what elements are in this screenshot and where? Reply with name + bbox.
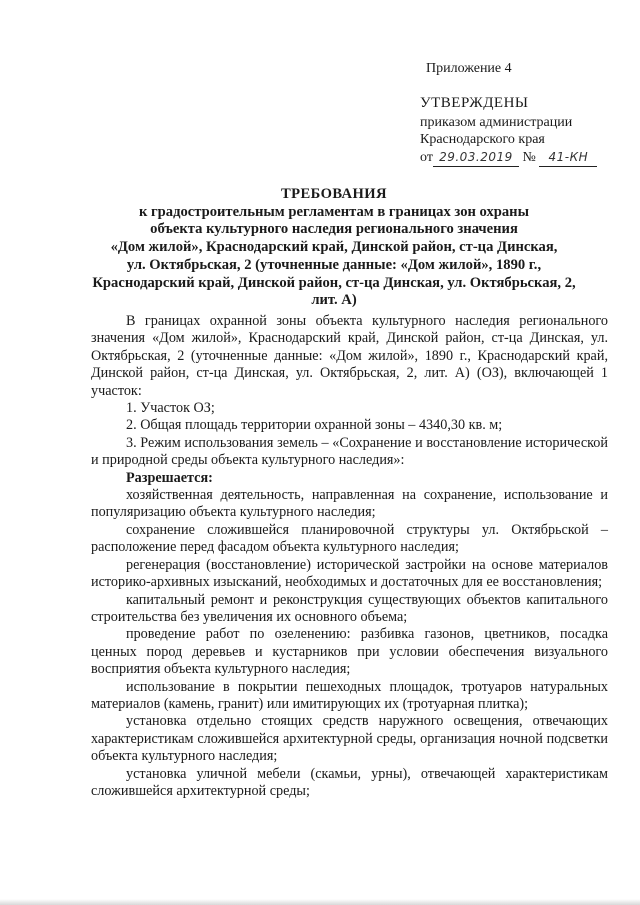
list-item-area: 2. Общая площадь территории охранной зоны – 4340,30 кв. м; <box>126 417 503 434</box>
allowed-heading: Разрешается: <box>126 469 213 486</box>
order-issuer-line: приказом администрации <box>420 114 573 130</box>
date-prefix: от <box>420 149 433 165</box>
handwritten-date: 29.03.2019 <box>433 149 519 168</box>
allowed-item: капитальный ремонт и реконструкция существующих объектов капитального строительства без увеличения их основного объема; <box>91 591 608 625</box>
list-item-land-use-regime: 3. Режим использования земель – «Сохранение и восстановление исторической и природной среды объекта культурного наследия»: <box>91 434 608 469</box>
approval-block <box>420 95 597 167</box>
appendix-label: Приложение 4 <box>426 61 512 76</box>
allowed-item: установка уличной мебели (скамьи, урны), отвечающей характеристикам сложившейся архитектурной среды; <box>91 765 608 799</box>
title-main: ТРЕБОВАНИЯ <box>281 186 387 202</box>
list-item-plot: 1. Участок ОЗ; <box>126 400 215 417</box>
allowed-item: проведение работ по озеленению: разбивка газонов, цветников, посадка ценных пород деревьев и кустарников при условии обеспечения визуального восприятия объекта культурного наследия; <box>91 626 608 678</box>
title-line: лит. А) <box>311 292 357 309</box>
title-line: ул. Октябрьская, 2 (уточненные данные: «Дом жилой», 1890 г., <box>126 256 542 273</box>
allowed-item: хозяйственная деятельность, направленная на сохранение, использование и популяризацию объекта культурного наследия; <box>91 487 608 521</box>
number-prefix: № <box>522 149 536 165</box>
scan-bottom-edge <box>0 899 640 905</box>
order-date-number-line <box>420 149 597 168</box>
handwritten-order-number: 41-КН <box>539 149 597 168</box>
allowed-item: установка отдельно стоящих средств наружного освещения, отвечающих характеристикам сложившейся архитектурной среды, организация ночной подсветки объекта культурного наследия; <box>91 713 608 765</box>
allowed-item: регенерация (восстановление) исторической застройки на основе материалов историко-архивных изысканий, необходимых и достаточных для ее восстановления; <box>91 556 608 591</box>
title-line: Краснодарский край, Динской район, ст-ца Динская, ул. Октябрьская, 2, <box>92 274 576 291</box>
allowed-item: использование в покрытии пешеходных площадок, тротуаров натуральных материалов (камень, гранит) или имитирующих их (тротуарная плитка); <box>91 678 608 712</box>
title-line: объекта культурного наследия регионального значения <box>150 221 518 238</box>
document-title <box>60 186 608 310</box>
approved-label: УТВЕРЖДЕНЫ <box>420 95 529 111</box>
title-line: к градостроительным регламентам в границах зон охраны <box>138 203 529 220</box>
title-line: «Дом жилой», Краснодарский край, Динской район, ст-ца Динская, <box>110 239 558 256</box>
intro-paragraph: В границах охранной зоны объекта культурного наследия регионального значения «Дом жилой», Краснодарский край, Динской район, ст-ца Динская, ул. Октябрьская, 2 (уточненные данные: «Дом жилой», 1890 г., Краснодарский край, Динской район, ст-ца Динская, ул. Октябрьская, 2, лит. А) (ОЗ), включающей 1 участок: <box>91 313 608 399</box>
document-body <box>91 313 608 800</box>
allowed-item: сохранение сложившейся планировочной структуры ул. Октябрьской – расположение перед фасадом объекта культурного наследия; <box>91 521 608 556</box>
region-line: Краснодарского края <box>420 132 545 148</box>
